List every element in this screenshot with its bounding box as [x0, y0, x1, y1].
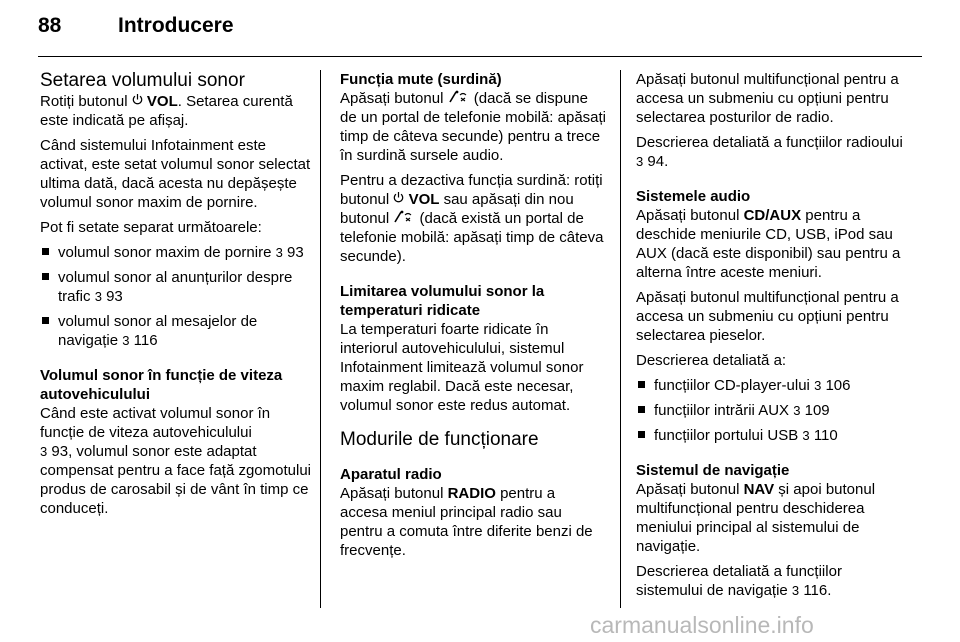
bullet-list	[636, 376, 904, 445]
paragraph	[340, 171, 606, 266]
paragraph	[636, 562, 904, 600]
arrow-ref-icon: 3	[793, 403, 801, 418]
bullet-icon	[42, 317, 49, 324]
header-rule	[38, 56, 922, 57]
text: volumul sonor al anunțurilor despre trafic	[58, 269, 293, 305]
column-2	[340, 70, 606, 566]
watermark: carmanualsonline.info	[590, 612, 814, 638]
page-ref[interactable]: 116	[133, 332, 158, 349]
power-knob-icon	[393, 190, 404, 209]
text: volumul sonor al mesajelor de navigație	[58, 313, 258, 349]
sub-heading: Sistemele audio	[636, 188, 751, 205]
list-item	[40, 312, 312, 350]
sub-heading: Funcția mute (surdină)	[340, 71, 502, 88]
paragraph	[340, 484, 606, 560]
sub-heading: Sistemul de navigație	[636, 462, 790, 479]
bullet-icon	[638, 406, 645, 413]
text: Apăsați butonul	[340, 485, 448, 502]
page-header	[38, 14, 234, 54]
page-ref[interactable]: 93	[106, 288, 123, 305]
mute-phone-icon	[393, 209, 415, 228]
page-ref[interactable]: 109	[804, 402, 830, 419]
sub-heading: Aparatul radio	[340, 466, 442, 483]
page-ref[interactable]: 110	[813, 427, 838, 444]
text: (dacă există un portal de telefonie mobilă: apăsați timp de câteva secunde).	[340, 210, 604, 265]
paragraph: Apăsați butonul multifuncțional pentru a accesa un submeniu cu opțiuni pentru selectarea pieselor.	[636, 289, 899, 344]
paragraph: Când sistemului Infotainment este activat, este setat volumul sonor selectat ultima dată, dacă acesta nu depășește volumul sonor maxim de pornire.	[40, 137, 311, 211]
paragraph	[40, 92, 312, 130]
button-name: RADIO	[447, 485, 496, 502]
text: sau apăsați din nou butonul	[340, 191, 574, 227]
text: .	[664, 153, 669, 170]
paragraph	[40, 404, 312, 518]
section-heading: Modurile de funcționare	[340, 429, 539, 450]
paragraph: Pot fi setate separat următoarele:	[40, 219, 262, 236]
button-name: NAV	[743, 481, 775, 498]
page-ref[interactable]: 106	[825, 377, 851, 394]
arrow-ref-icon: 3	[94, 289, 102, 304]
list-item	[636, 426, 904, 445]
column-divider	[620, 70, 621, 608]
bullet-icon	[638, 381, 645, 388]
text: pentru a deschide meniurile CD, USB, iPod sau AUX (dacă este disponibil) sau pentru a alterna între aceste meniuri.	[636, 207, 901, 281]
text: .	[827, 582, 832, 599]
power-knob-icon	[132, 92, 143, 111]
sub-heading: Limitarea volumului sonor la temperaturi ridicate	[340, 283, 545, 319]
arrow-ref-icon: 3	[791, 583, 800, 598]
text: Apăsați butonul	[636, 207, 744, 224]
arrow-ref-icon: 3	[275, 245, 283, 260]
button-name: CD/AUX	[743, 207, 802, 224]
text: Apăsați butonul	[340, 90, 448, 107]
paragraph: Descrierea detaliată a:	[636, 352, 787, 369]
list-item	[636, 401, 904, 420]
bullet-icon	[42, 273, 49, 280]
arrow-ref-icon: 3	[40, 444, 48, 459]
arrow-ref-icon: 3	[802, 428, 810, 443]
page-ref[interactable]: 93	[287, 244, 304, 261]
arrow-ref-icon: 3	[122, 333, 130, 348]
paragraph: La temperaturi foarte ridicate în interiorul autovehiculului, sistemul Infotainment limitează volumul sonor maxim reglabil. Dacă este necesar, volumul sonor este redus automat.	[340, 321, 584, 414]
bullet-icon	[638, 431, 645, 438]
text: Apăsați butonul	[636, 481, 744, 498]
column-3	[636, 70, 904, 606]
text: funcțiilor intrării AUX	[654, 402, 794, 419]
text: pentru a accesa meniul principal radio sau pentru a comuta între diferite benzi de frecvențe.	[340, 485, 593, 559]
bullet-list	[40, 243, 312, 350]
list-item	[40, 243, 312, 262]
list-item	[40, 268, 312, 306]
page-ref[interactable]: 116	[803, 582, 828, 599]
paragraph	[340, 89, 606, 165]
text: Descrierea detaliată a funcțiilor sistemului de navigație	[636, 563, 842, 599]
arrow-ref-icon: 3	[814, 378, 822, 393]
button-name: VOL	[408, 191, 440, 208]
page-ref[interactable]: 94	[647, 153, 665, 170]
page-title: Introducere	[118, 14, 234, 37]
list-item	[636, 376, 904, 395]
text: funcțiilor portului USB	[654, 427, 803, 444]
text: , volumul sonor este adaptat compensat pentru a face față zgomotului produs de carosabil și de vânt în timp ce conduceți.	[40, 443, 311, 517]
paragraph	[636, 206, 904, 282]
text: Rotiți butonul	[40, 93, 132, 110]
column-1	[40, 70, 312, 524]
text: Când este activat volumul sonor în funcție de viteza autovehiculului	[40, 405, 271, 441]
paragraph	[636, 480, 904, 556]
arrow-ref-icon: 3	[636, 154, 644, 169]
text: volumul sonor maxim de pornire	[58, 244, 276, 261]
page-number: 88	[38, 14, 62, 37]
bullet-icon	[42, 248, 49, 255]
text: funcțiilor CD-player-ului	[654, 377, 815, 394]
text: (dacă se dispune de un portal de telefonie mobilă: apăsați timp de câteva secunde) pentru a trece în surdină sursele audio.	[340, 90, 607, 164]
section-heading: Setarea volumului sonor	[40, 70, 245, 91]
text: și apoi butonul multifuncțional pentru deschiderea meniului principal al sistemului de navigație.	[636, 481, 876, 555]
text: Pentru a dezactiva funcția surdină: rotiți butonul	[340, 172, 603, 208]
text: . Setarea curentă este indicată pe afișaj.	[40, 93, 293, 129]
button-name: VOL	[146, 93, 178, 110]
sub-heading: Volumul sonor în funcție de viteza autovehiculului	[40, 367, 283, 403]
page-ref[interactable]: 93	[51, 443, 69, 460]
column-divider	[320, 70, 321, 608]
paragraph	[636, 133, 904, 171]
text: Descrierea detaliată a funcțiilor radioului	[636, 134, 903, 151]
mute-phone-icon	[448, 89, 470, 108]
paragraph: Apăsați butonul multifuncțional pentru a accesa un submeniu cu opțiuni pentru selectarea posturilor de radio.	[636, 71, 899, 126]
